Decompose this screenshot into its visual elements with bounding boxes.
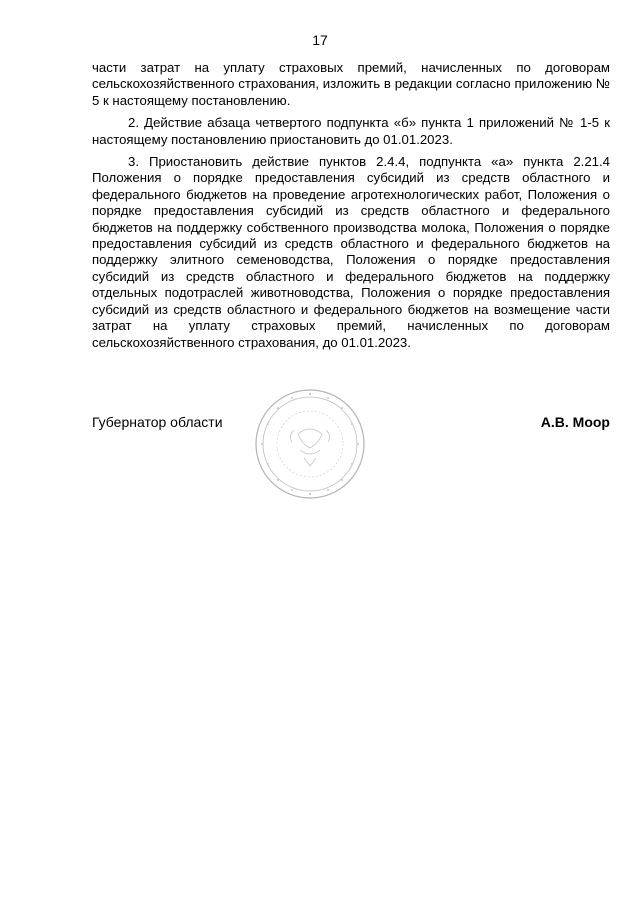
signatory-title: Губернатор области <box>92 414 223 430</box>
paragraph-item-2: 2. Действие абзаца четвертого подпункта «б» пункта 1 приложений № 1-5 к настоящему постановлению приостановить до 01.01.2023. <box>92 115 610 147</box>
signatory-name: А.В. Моор <box>540 414 610 430</box>
page-number: 17 <box>312 32 328 48</box>
signature-block <box>92 388 610 498</box>
official-seal-icon <box>254 388 366 500</box>
document-body <box>92 60 610 357</box>
paragraph-item-3: 3. Приостановить действие пунктов 2.4.4, подпункта «а» пункта 2.21.4 Положения о порядке предоставления субсидий из средств областного и федерального бюджетов на проведение агротехнологических работ, Положения о порядке предоставления субсидий из средств областного и федерального бюджетов на поддержку собственного производства молока, Положения о порядке предоставления субсидий из средств областного и федерального бюджетов на поддержку элитного семеноводства, Положения о порядке предоставления субсидий из средств областного и федерального бюджетов на поддержку отдельных подотраслей животноводства, Положения о порядке предоставления субсидий из средств областного и федерального бюджетов на возмещение части затрат на уплату страховых премий, начисленных по договорам сельскохозяйственного страхования, до 01.01.2023. <box>92 154 610 350</box>
paragraph-continuation: части затрат на уплату страховых премий, начисленных по договорам сельскохозяйственного страхования, изложить в редакции согласно приложению № 5 к настоящему постановлению. <box>92 60 610 108</box>
